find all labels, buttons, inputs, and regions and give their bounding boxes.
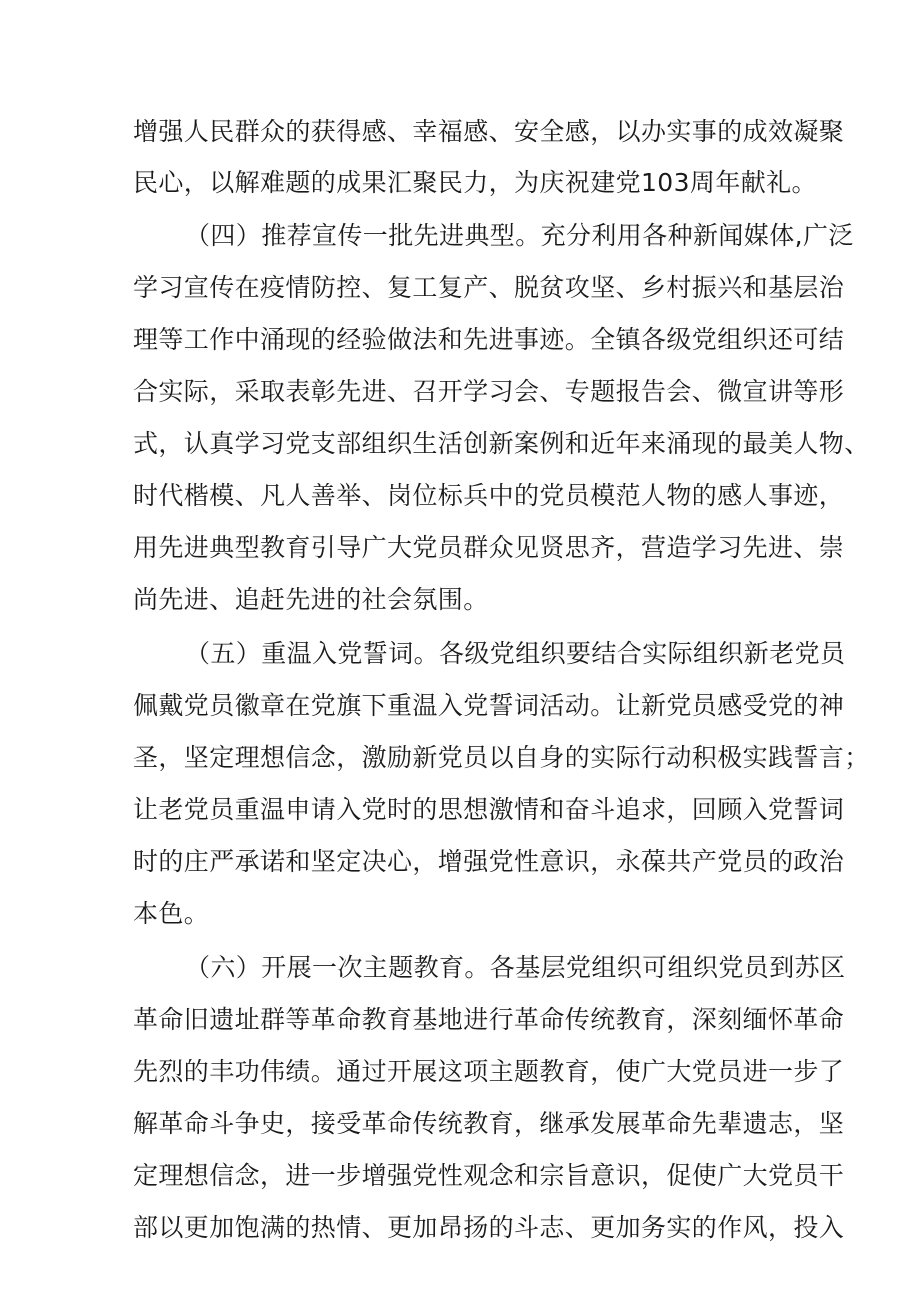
text-line: 式，认真学习党支部组织生活创新案例和近年来涌现的最美人物、 xyxy=(133,429,870,458)
paragraph-4-heading-line: （四）推荐宣传一批先进典型。充分利用各种新闻媒体,广泛 xyxy=(185,221,854,250)
text-line: 合实际，采取表彰先进、召开学习会、专题报告会、微宣讲等形 xyxy=(133,377,845,406)
text-line: 理等工作中涌现的经验做法和先进事迹。全镇各级党组织还可结 xyxy=(133,325,845,354)
text-line: 定理想信念，进一步增强党性观念和宗旨意识，促使广大党员干 xyxy=(133,1161,845,1190)
text-line: 先烈的丰功伟绩。通过开展这项主题教育，使广大党员进一步了 xyxy=(133,1057,845,1086)
text-line: 尚先进、追赶先进的社会氛围。 xyxy=(133,585,489,614)
text-line: 时的庄严承诺和坚定决心，增强党性意识，永葆共产党员的政治 xyxy=(133,847,845,876)
text-line: 学习宣传在疫情防控、复工复产、脱贫攻坚、乡村振兴和基层治 xyxy=(133,273,845,302)
text-line: 增强人民群众的获得感、幸福感、安全感，以办实事的成效凝聚 xyxy=(133,117,845,146)
text-line: 让老党员重温申请入党时的思想激情和奋斗追求，回顾入党誓词 xyxy=(133,795,845,824)
text-line: 部以更加饱满的热情、更加昂扬的斗志、更加务实的作风，投入 xyxy=(133,1213,845,1242)
paragraph-5-heading-line: （五）重温入党誓词。各级党组织要结合实际组织新老党员 xyxy=(185,639,846,668)
text-line: 佩戴党员徽章在党旗下重温入党誓词活动。让新党员感受党的神 xyxy=(133,691,845,720)
text-line: 圣，坚定理想信念，激励新党员以自身的实际行动积极实践誓言； xyxy=(133,743,870,772)
text-line: 时代楷模、凡人善举、岗位标兵中的党员模范人物的感人事迹， xyxy=(133,481,845,510)
text-line: 用先进典型教育引导广大党员群众见贤思齐，营造学习先进、崇 xyxy=(133,533,845,562)
text-line: 革命旧遗址群等革命教育基地进行革命传统教育，深刻缅怀革命 xyxy=(133,1005,845,1034)
text-line: 解革命斗争史，接受革命传统教育，继承发展革命先辈遗志，坚 xyxy=(133,1109,845,1138)
paragraph-6-heading-line: （六）开展一次主题教育。各基层党组织可组织党员到苏区 xyxy=(185,953,846,982)
text-line: 民心，以解难题的成果汇聚民力，为庆祝建党103周年献礼。 xyxy=(133,168,817,197)
text-line: 本色。 xyxy=(133,899,210,928)
